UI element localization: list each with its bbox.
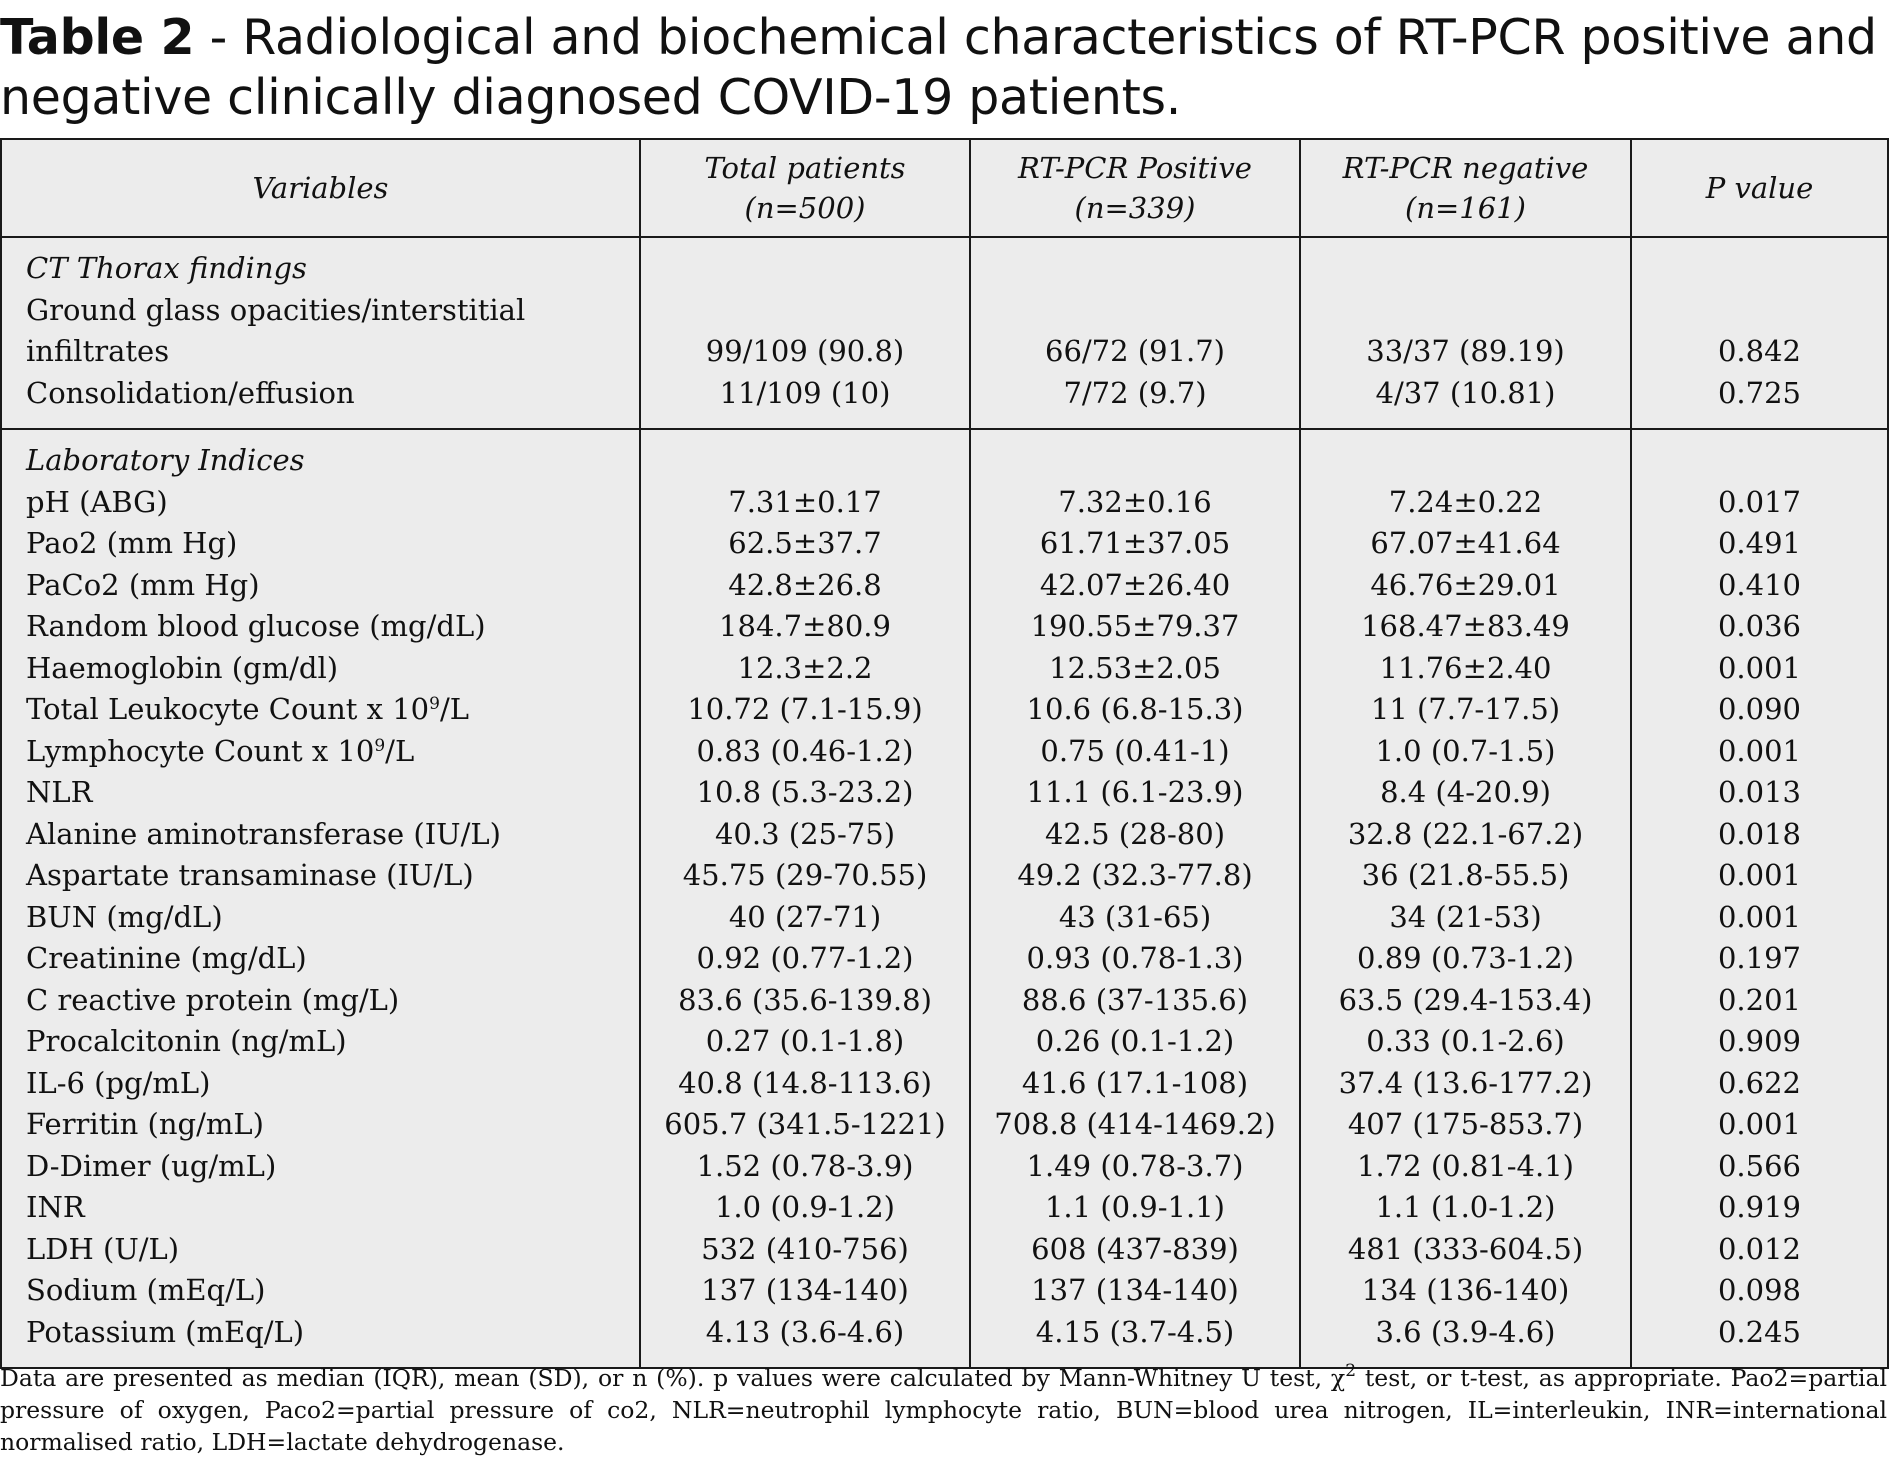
table-row [2,1146,1887,1188]
negative-cell: 67.07±41.64 [1300,523,1631,565]
negative-cell: 7.24±0.22 [1300,482,1631,524]
table-header [2,140,1887,237]
total-cell: 4.13 (3.6-4.6) [640,1312,970,1368]
p-value-cell: 0.001 [1717,733,1802,768]
positive-cell: 42.07±26.40 [970,565,1300,607]
empty-cell [640,429,970,482]
p-value-cell: 0.622 [1717,1065,1802,1100]
negative-cell: 407 (175-853.7) [1300,1104,1631,1146]
negative-cell: 4/37 (10.81) [1300,373,1631,430]
positive-cell: 0.93 (0.78-1.3) [970,938,1300,980]
positive-cell: 0.26 (0.1-1.2) [970,1021,1300,1063]
table-row [2,1021,1887,1063]
total-cell: 0.83 (0.46-1.2) [640,731,970,773]
total-cell: 42.8±26.8 [640,565,970,607]
variable-cell: Ferritin (ng/mL) [2,1104,640,1146]
total-cell: 45.75 (29-70.55) [640,855,970,897]
variable-cell: D-Dimer (ug/mL) [2,1146,640,1188]
positive-cell: 88.6 (37-135.6) [970,980,1300,1022]
p-value-cell: 0.098 [1717,1273,1802,1307]
variable-cell: Alanine aminotransferase (IU/L) [2,814,640,856]
p-value-cell: 0.919 [1717,1190,1802,1224]
variable-cell: Creatinine (mg/dL) [2,938,640,980]
p-value-cell: 0.013 [1717,775,1802,809]
total-cell: 10.72 (7.1-15.9) [640,689,970,731]
positive-cell: 7/72 (9.7) [970,373,1300,430]
table-row [2,938,1887,980]
p-value-cell: 0.012 [1717,1231,1802,1266]
table-row [2,523,1887,565]
positive-cell: 4.15 (3.7-4.5) [970,1312,1300,1368]
total-cell: 40.8 (14.8-113.6) [640,1063,970,1105]
p-value-cell: 0.197 [1717,941,1802,975]
variable-cell: Procalcitonin (ng/mL) [2,1021,640,1063]
table-row [2,331,1887,373]
positive-cell: 190.55±79.37 [970,606,1300,648]
negative-cell: 34 (21-53) [1300,897,1631,939]
variable-cell: Pao2 (mm Hg) [2,523,640,565]
table-title [0,8,1885,128]
variable-cell: Random blood glucose (mg/dL) [2,606,640,648]
section-heading: Laboratory Indices [2,429,640,482]
p-value-cell: 0.842 [1717,334,1802,368]
table-row [2,980,1887,1022]
table-row [2,482,1887,524]
positive-cell: 66/72 (91.7) [970,331,1300,373]
negative-cell: 0.33 (0.1-2.6) [1300,1021,1631,1063]
total-cell: 1.52 (0.78-3.9) [640,1146,970,1188]
p-value-cell: 0.566 [1717,1148,1802,1183]
total-cell: 10.8 (5.3-23.2) [640,772,970,814]
negative-cell [1300,290,1631,332]
table-row [2,1187,1887,1229]
variable-cell: Potassium (mEq/L) [2,1312,640,1368]
positive-cell: 12.53±2.05 [970,648,1300,690]
positive-cell: 708.8 (414-1469.2) [970,1104,1300,1146]
negative-cell: 11 (7.7-17.5) [1300,689,1631,731]
negative-cell: 168.47±83.49 [1300,606,1631,648]
table-footnote: Data are presented as median (IQR), mean (SD), or n (%). p values were calculated by Mann-Whitney U test, $\chi^2$ test, or t-test, as appropriate. Pao2=partial pressure of oxygen, Paco2=partial pressure of co2, NLR=neutrophil lymphocyte ratio, BUN=blood urea nitrogen, IL=interleukin, INR=international normalised ratio, LDH=lactate dehydrogenase. [0,1361,1887,1456]
table-row [2,1312,1887,1368]
table-row [2,1270,1887,1312]
empty-cell [1300,429,1631,482]
total-cell [640,290,970,332]
table-row [2,648,1887,690]
negative-cell: 33/37 (89.19) [1300,331,1631,373]
variable-cell: Lymphocyte Count x $10^9/L$ [2,731,640,773]
variable-cell: C reactive protein (mg/L) [2,980,640,1022]
positive-cell: 49.2 (32.3-77.8) [970,855,1300,897]
negative-cell: 8.4 (4-20.9) [1300,772,1631,814]
p-value-cell: 0.001 [1717,899,1802,934]
positive-cell: 41.6 (17.1-108) [970,1063,1300,1105]
p-value-cell: 0.001 [1717,1107,1802,1141]
p-value-cell: 0.909 [1717,1024,1802,1058]
table-row [2,606,1887,648]
variable-cell: INR [2,1187,640,1229]
positive-cell: 0.75 (0.41-1) [970,731,1300,773]
positive-cell: 1.1 (0.9-1.1) [970,1187,1300,1229]
negative-cell: 36 (21.8-55.5) [1300,855,1631,897]
variable-cell: PaCo2 (mm Hg) [2,565,640,607]
total-cell: 99/109 (90.8) [640,331,970,373]
table-row [2,855,1887,897]
empty-cell [1631,237,1887,290]
p-value-cell: 0.001 [1717,858,1802,892]
column-header-variables: Variables [2,140,640,237]
negative-cell: 1.0 (0.7-1.5) [1300,731,1631,773]
variable-cell: infiltrates [2,331,640,373]
table-row [2,731,1887,773]
positive-cell: 10.6 (6.8-15.3) [970,689,1300,731]
variable-cell: Consolidation/effusion [2,373,640,430]
p-value-cell: 0.491 [1717,526,1802,560]
p-value-cell: 0.017 [1717,484,1802,519]
total-cell: 7.31±0.17 [640,482,970,524]
negative-cell: 46.76±29.01 [1300,565,1631,607]
empty-cell [970,429,1300,482]
empty-cell [1631,429,1887,482]
negative-cell: 63.5 (29.4-153.4) [1300,980,1631,1022]
p-value-cell: 0.245 [1717,1314,1802,1349]
table-caption: - Radiological and biochemical characteristics of RT-PCR positive and negative clinically diagnosed COVID-19 patients. [0,9,1877,126]
total-cell: 0.27 (0.1-1.8) [640,1021,970,1063]
total-cell: 0.92 (0.77-1.2) [640,938,970,980]
negative-cell: 1.1 (1.0-1.2) [1300,1187,1631,1229]
total-cell: 40 (27-71) [640,897,970,939]
positive-cell: 7.32±0.16 [970,482,1300,524]
variable-cell: Haemoglobin (gm/dl) [2,648,640,690]
positive-cell: 137 (134-140) [970,1270,1300,1312]
variable-cell: IL-6 (pg/mL) [2,1063,640,1105]
empty-cell [1300,237,1631,290]
table-row [2,897,1887,939]
negative-cell: 481 (333-604.5) [1300,1229,1631,1271]
variable-cell: Sodium (mEq/L) [2,1270,640,1312]
variable-cell: pH (ABG) [2,482,640,524]
negative-cell: 32.8 (22.1-67.2) [1300,814,1631,856]
total-cell: 83.6 (35.6-139.8) [640,980,970,1022]
table-row [2,772,1887,814]
total-cell: 1.0 (0.9-1.2) [640,1187,970,1229]
empty-cell [970,237,1300,290]
negative-cell: 11.76±2.40 [1300,648,1631,690]
section-heading-row [2,237,1887,290]
data-table [2,140,1887,1367]
table-row [2,565,1887,607]
variable-cell: Aspartate transaminase (IU/L) [2,855,640,897]
p-value-cell [1631,290,1887,332]
total-cell: 184.7±80.9 [640,606,970,648]
column-header-p-value: P value [1631,140,1887,237]
negative-cell: 3.6 (3.9-4.6) [1300,1312,1631,1368]
variable-cell: LDH (U/L) [2,1229,640,1271]
total-cell: 12.3±2.2 [640,648,970,690]
p-value-cell: 0.410 [1717,567,1802,602]
negative-cell: 1.72 (0.81-4.1) [1300,1146,1631,1188]
table-row [2,290,1887,332]
table-row [2,373,1887,430]
table-number: Table 2 [0,9,195,66]
total-cell: 11/109 (10) [640,373,970,430]
p-value-cell: 0.090 [1717,692,1802,726]
p-value-cell: 0.201 [1717,982,1802,1017]
p-value-cell: 0.018 [1717,816,1802,851]
p-value-cell: 0.725 [1717,375,1802,410]
empty-cell [640,237,970,290]
negative-cell: 37.4 (13.6-177.2) [1300,1063,1631,1105]
section-heading: CT Thorax findings [2,237,640,290]
table-row [2,1104,1887,1146]
positive-cell: 608 (437-839) [970,1229,1300,1271]
column-header-negative: RT-PCR negative (n=161) [1300,140,1631,237]
variable-cell: NLR [2,772,640,814]
total-cell: 62.5±37.7 [640,523,970,565]
column-header-total: Total patients (n=500) [640,140,970,237]
positive-cell: 11.1 (6.1-23.9) [970,772,1300,814]
positive-cell: 42.5 (28-80) [970,814,1300,856]
data-table-frame [0,138,1889,1369]
table-body [2,237,1887,1367]
table-row [2,814,1887,856]
negative-cell: 0.89 (0.73-1.2) [1300,938,1631,980]
table-row [2,1229,1887,1271]
table-row [2,1063,1887,1105]
section-heading-row [2,429,1887,482]
positive-cell: 61.71±37.05 [970,523,1300,565]
negative-cell: 134 (136-140) [1300,1270,1631,1312]
p-value-cell: 0.036 [1717,609,1802,643]
positive-cell: 1.49 (0.78-3.7) [970,1146,1300,1188]
total-cell: 532 (410-756) [640,1229,970,1271]
positive-cell: 43 (31-65) [970,897,1300,939]
total-cell: 605.7 (341.5-1221) [640,1104,970,1146]
positive-cell [970,290,1300,332]
variable-cell: Total Leukocyte Count x $10^9/L$ [2,689,640,731]
total-cell: 137 (134-140) [640,1270,970,1312]
p-value-cell: 0.001 [1717,650,1802,685]
total-cell: 40.3 (25-75) [640,814,970,856]
variable-cell: BUN (mg/dL) [2,897,640,939]
column-header-positive: RT-PCR Positive (n=339) [970,140,1300,237]
table-row [2,689,1887,731]
variable-cell: Ground glass opacities/interstitial [2,290,640,332]
